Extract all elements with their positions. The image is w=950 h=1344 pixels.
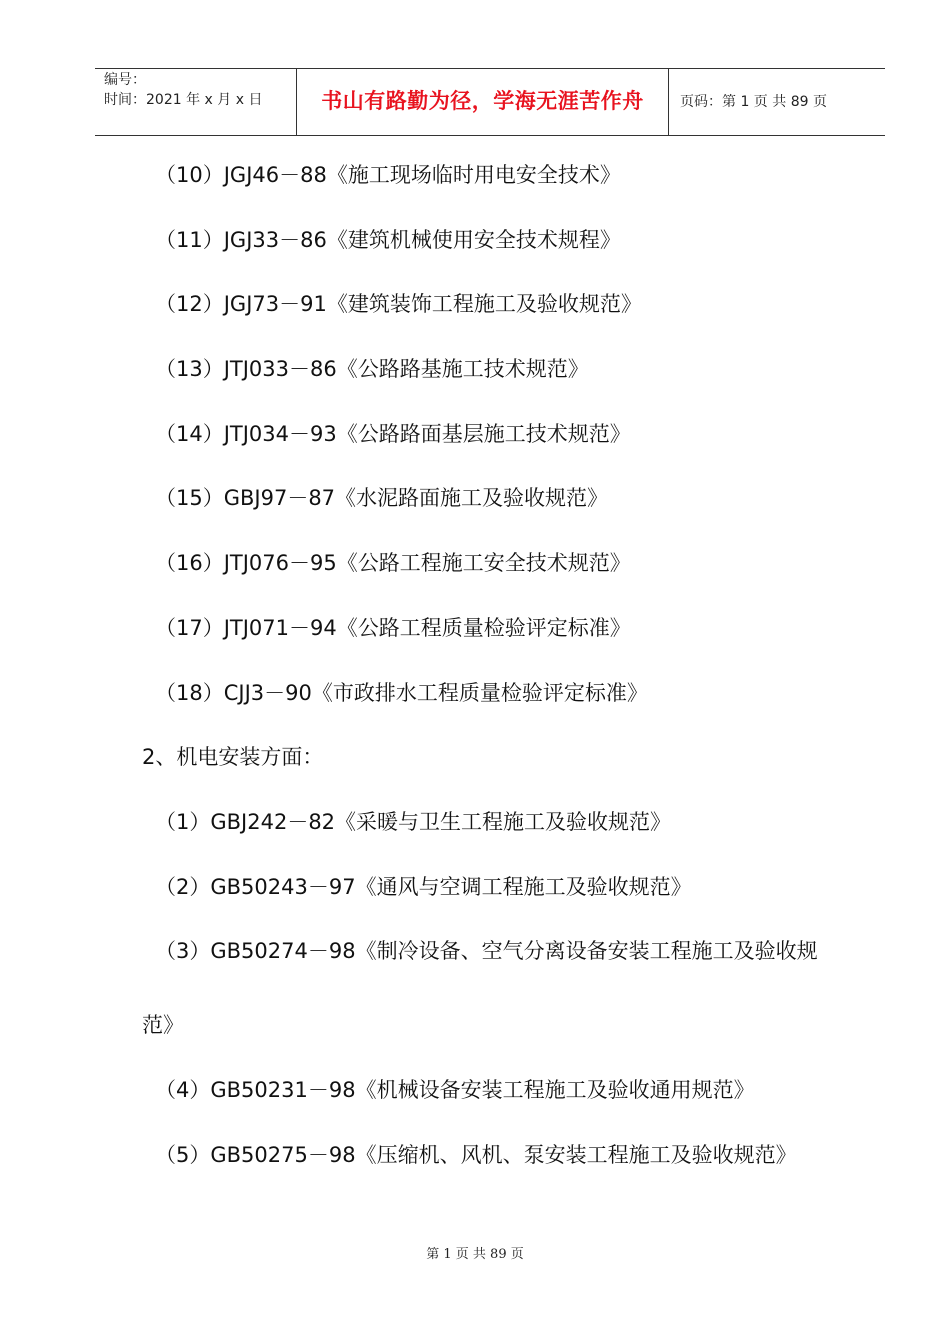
header-page-info: 页码：第 1 页 共 89 页 xyxy=(680,94,827,110)
header-motto: 书山有路勤为径，学海无涯苦作舟 xyxy=(321,89,644,113)
header-time-label: 时间：2021 年 x 月 x 日 xyxy=(104,92,263,108)
standard-item-11: （11）JGJ33－86《建筑机械使用安全技术规程》 xyxy=(155,227,621,252)
header-meta xyxy=(104,70,292,110)
standard-item-3-continuation: 范》 xyxy=(142,1013,184,1038)
page-footer: 第 1 页 共 89 页 xyxy=(426,1247,524,1262)
standard-item-2: （2）GB50243－97《通风与空调工程施工及验收规范》 xyxy=(155,874,692,899)
standard-item-14: （14）JTJ034－93《公路路面基层施工技术规范》 xyxy=(155,421,631,446)
standard-item-12: （12）JGJ73－91《建筑装饰工程施工及验收规范》 xyxy=(155,292,642,317)
standard-item-15: （15）GBJ97－87《水泥路面施工及验收规范》 xyxy=(155,486,609,511)
header-divider-right xyxy=(668,68,669,135)
standard-item-5: （5）GB50275－98《压缩机、风机、泵安装工程施工及验收规范》 xyxy=(155,1142,797,1167)
header-top-rule xyxy=(95,68,885,69)
section-heading-mechanical-electrical: 2、机电安装方面： xyxy=(142,745,324,770)
standard-item-18: （18）CJJ3－90《市政排水工程质量检验评定标准》 xyxy=(155,680,648,705)
standard-item-16: （16）JTJ076－95《公路工程施工安全技术规范》 xyxy=(155,551,631,576)
standard-item-10: （10）JGJ46－88《施工现场临时用电安全技术》 xyxy=(155,163,621,187)
standard-item-13: （13）JTJ033－86《公路路基施工技术规范》 xyxy=(155,357,589,382)
standard-item-3: （3）GB50274－98《制冷设备、空气分离设备安装工程施工及验收规 xyxy=(155,939,818,964)
standard-item-1: （1）GBJ242－82《采暖与卫生工程施工及验收规范》 xyxy=(155,809,672,834)
header-number-label: 编号： xyxy=(104,72,146,88)
document-body xyxy=(142,160,862,1204)
standard-item-4: （4）GB50231－98《机械设备安装工程施工及验收通用规范》 xyxy=(155,1077,755,1102)
header-bottom-rule xyxy=(95,135,885,136)
standard-item-17: （17）JTJ071－94《公路工程质量检验评定标准》 xyxy=(155,615,631,640)
